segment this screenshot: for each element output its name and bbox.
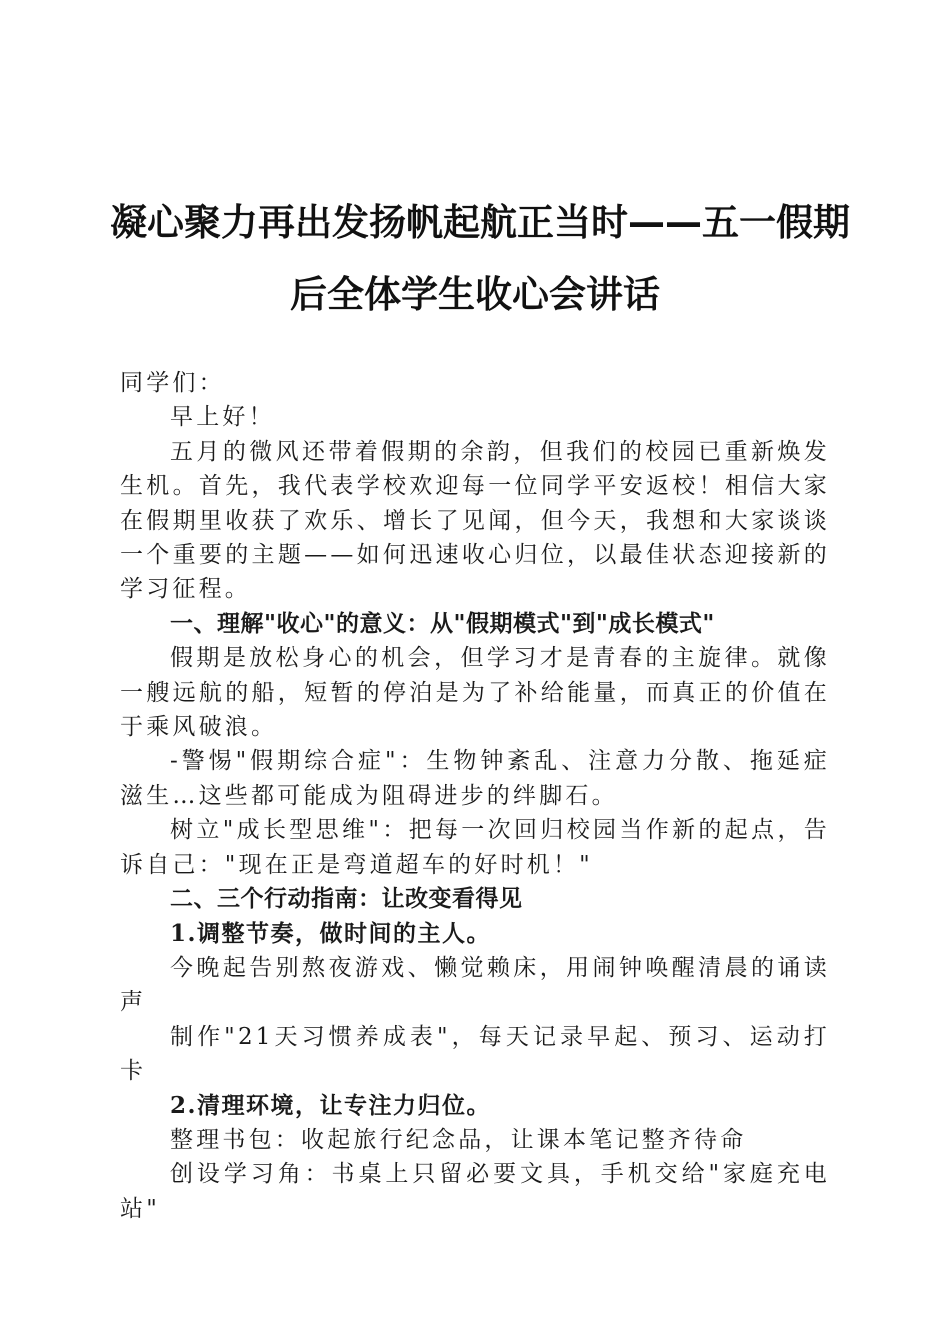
- section-1-paragraph-1: 假期是放松身心的机会，但学习才是青春的主旋律。就像一艘远航的船，短暂的停泊是为了补给能量，而真正的价值在于乘风破浪。: [120, 645, 830, 741]
- item-2-paragraph-2: 创设学习角：书桌上只留必要文具，手机交给"家庭充电站": [120, 1161, 830, 1222]
- salutation: 同学们：: [120, 370, 225, 396]
- section-1-paragraph-2: -警惕"假期综合症"：生物钟紊乱、注意力分散、拖延症滋生…这些都可能成为阻碍进步的绊脚石。: [120, 748, 830, 809]
- item-1-paragraph-2: 制作"21天习惯养成表"，每天记录早起、预习、运动打卡: [120, 1023, 830, 1085]
- item-1-heading: 1.调整节奏，做时间的主人。: [170, 919, 492, 947]
- item-1-paragraph-1: 今晚起告别熬夜游戏、懒觉赖床，用闹钟唤醒清晨的诵读声: [120, 954, 830, 1016]
- title-line-2: 后全体学生收心会讲话: [290, 273, 660, 316]
- title-line-1: 凝心聚力再出发扬帆起航正当时——五一假期: [110, 201, 850, 244]
- section-2-heading: 二、三个行动指南：让改变看得见: [170, 886, 523, 913]
- item-2-paragraph-1: 整理书包：收起旅行纪念品，让课本笔记整齐待命: [170, 1126, 747, 1153]
- document-body: [120, 366, 830, 1226]
- item-2-heading: 2.清理环境，让专注力归位。: [170, 1091, 492, 1119]
- intro-paragraph: 五月的微风还带着假期的余韵，但我们的校园已重新焕发生机。首先，我代表学校欢迎每一位同学平安返校！相信大家在假期里收获了欢乐、增长了见闻，但今天，我想和大家谈谈一个重要的主题——如何迅速收心归位，以最佳状态迎接新的学习征程。: [120, 438, 830, 603]
- section-1-paragraph-3: 树立"成长型思维"：把每一次回归校园当作新的起点，告诉自己："现在正是弯道超车的好时机！": [120, 817, 830, 878]
- greeting: 早上好！: [170, 404, 275, 431]
- section-1-heading: 一、理解"收心"的意义：从"假期模式"到"成长模式": [170, 610, 715, 637]
